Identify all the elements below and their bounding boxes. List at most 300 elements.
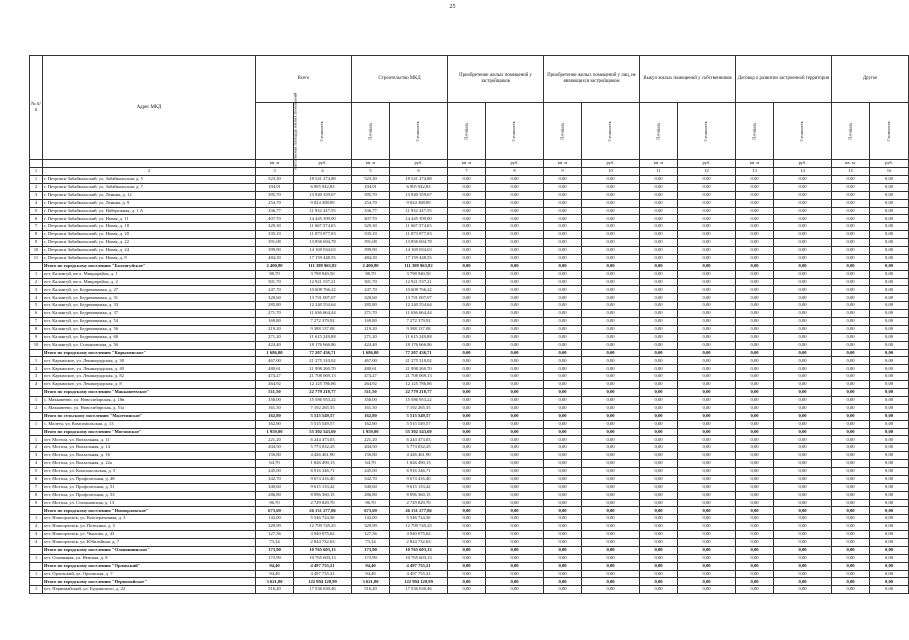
table-row: [30, 554, 909, 562]
area-total: 395,70: [256, 191, 294, 199]
row-number: 10: [30, 341, 43, 349]
zero-value: 0,00: [486, 491, 544, 499]
area-construction: 474,27: [352, 373, 390, 381]
zero-value: 0,00: [582, 207, 640, 215]
zero-value: 0,00: [486, 578, 544, 586]
row-address: Итого по городскому поселению "Кпрыменское": [43, 349, 256, 357]
zero-value: 0,00: [832, 491, 870, 499]
zero-value: 0,00: [832, 515, 870, 523]
zero-value: 0,00: [544, 586, 582, 594]
row-number: [30, 428, 43, 436]
area-construction: 350,00: [352, 396, 390, 404]
zero-value: 0,00: [832, 183, 870, 191]
zero-value: 0,00: [870, 570, 909, 578]
zero-value: 0,00: [544, 176, 582, 184]
zero-value: 0,00: [486, 404, 544, 412]
area-construction: 391,08: [352, 239, 390, 247]
zero-value: 0,00: [544, 262, 582, 270]
zero-value: 0,00: [870, 546, 909, 554]
zero-value: 0,00: [640, 444, 678, 452]
zero-value: 0,00: [774, 586, 832, 594]
cost-total: 4 497 755,21: [294, 570, 352, 578]
zero-value: 0,00: [774, 239, 832, 247]
header-sub-cell: [544, 103, 582, 160]
zero-value: 0,00: [774, 491, 832, 499]
zero-value: 0,00: [774, 467, 832, 475]
zero-value: 0,00: [640, 412, 678, 420]
area-total: 407,70: [256, 215, 294, 223]
area-construction: 169,80: [352, 318, 390, 326]
area-total: 245,00: [256, 467, 294, 475]
zero-value: 0,00: [640, 365, 678, 373]
zero-value: 0,00: [832, 262, 870, 270]
zero-value: 0,00: [832, 325, 870, 333]
header-sub-cell: [486, 103, 544, 160]
area-total: 254,70: [256, 199, 294, 207]
zero-value: 0,00: [774, 325, 832, 333]
zero-value: 0,00: [582, 381, 640, 389]
zero-value: 0,00: [486, 538, 544, 546]
zero-value: 0,00: [870, 499, 909, 507]
zero-value: 0,00: [678, 333, 736, 341]
row-number: 1: [30, 515, 43, 523]
cost-construction: 7 192 265,55: [390, 404, 448, 412]
unit-cell: руб.: [294, 160, 352, 168]
zero-value: 0,00: [774, 531, 832, 539]
zero-value: 0,00: [582, 420, 640, 428]
zero-value: 0,00: [774, 231, 832, 239]
table-row: [30, 404, 909, 412]
zero-value: 0,00: [486, 318, 544, 326]
cost-total: 12 799 745,25: [294, 523, 352, 531]
zero-value: 0,00: [448, 531, 486, 539]
area-construction: 127,36: [352, 531, 390, 539]
zero-value: 0,00: [486, 515, 544, 523]
row-number: 5: [30, 467, 43, 475]
zero-value: 0,00: [832, 404, 870, 412]
zero-value: 0,00: [832, 412, 870, 420]
zero-value: 0,00: [448, 436, 486, 444]
row-address: Итого по городскому поселению "Балеягуйское": [43, 262, 256, 270]
area-total: 474,27: [256, 373, 294, 381]
zero-value: 0,00: [736, 467, 774, 475]
table-row: [30, 538, 909, 546]
zero-value: 0,00: [486, 389, 544, 397]
zero-value: 0,00: [832, 467, 870, 475]
cost-construction: 12 921 537,21: [390, 278, 448, 286]
zero-value: 0,00: [582, 554, 640, 562]
cost-construction: 8 096 360,15: [390, 491, 448, 499]
area-total: 271,70: [256, 310, 294, 318]
zero-value: 0,00: [832, 554, 870, 562]
col-number-cell: 16: [870, 168, 909, 176]
area-construction: 64,70: [352, 460, 390, 468]
zero-value: 0,00: [448, 389, 486, 397]
area-construction: 245,00: [352, 467, 390, 475]
unit-cell: руб.: [390, 160, 448, 168]
cost-total: 17 159 448,55: [294, 254, 352, 262]
zero-value: 0,00: [582, 507, 640, 515]
area-construction: 2 400,80: [352, 262, 390, 270]
zero-value: 0,00: [678, 325, 736, 333]
zero-value: 0,00: [678, 428, 736, 436]
row-number: 3: [30, 191, 43, 199]
subtotal-row: [30, 349, 909, 357]
zero-value: 0,00: [486, 183, 544, 191]
table-row: [30, 191, 909, 199]
zero-value: 0,00: [774, 270, 832, 278]
table-row: [30, 570, 909, 578]
zero-value: 0,00: [736, 436, 774, 444]
zero-value: 0,00: [774, 499, 832, 507]
cost-total: 10 608 766,22: [294, 286, 352, 294]
cost-total: 22 779 218,77: [294, 389, 352, 397]
zero-value: 0,00: [678, 499, 736, 507]
cost-total: 6 905 942,83: [294, 183, 352, 191]
col-number-cell: 2: [43, 168, 256, 176]
cost-total: 10 765 603,13: [294, 554, 352, 562]
header-sub-label: Стоимость: [885, 120, 891, 142]
row-number: 8: [30, 491, 43, 499]
zero-value: 0,00: [832, 578, 870, 586]
zero-value: 0,00: [640, 254, 678, 262]
zero-value: 0,00: [678, 207, 736, 215]
table-row: [30, 452, 909, 460]
zero-value: 0,00: [582, 341, 640, 349]
zero-value: 0,00: [736, 318, 774, 326]
zero-value: 0,00: [544, 231, 582, 239]
area-construction: 395,70: [352, 191, 390, 199]
zero-value: 0,00: [870, 262, 909, 270]
cost-total: 5 546 724,36: [294, 515, 352, 523]
cost-construction: 17 159 448,55: [390, 254, 448, 262]
zero-value: 0,00: [640, 357, 678, 365]
zero-value: 0,00: [736, 183, 774, 191]
row-address: пгт. Калангуй, ул. Бедрениковая, д. 37: [43, 310, 256, 318]
zero-value: 0,00: [736, 176, 774, 184]
cost-total: 9 674 416,40: [294, 475, 352, 483]
zero-value: 0,00: [544, 365, 582, 373]
area-construction: 156,80: [352, 452, 390, 460]
area-construction: 88,70: [352, 270, 390, 278]
area-construction: 523,30: [352, 176, 390, 184]
zero-value: 0,00: [774, 254, 832, 262]
row-number: 2: [30, 523, 43, 531]
zero-value: 0,00: [678, 444, 736, 452]
zero-value: 0,00: [448, 270, 486, 278]
zero-value: 0,00: [678, 531, 736, 539]
zero-value: 0,00: [678, 199, 736, 207]
zero-value: 0,00: [832, 302, 870, 310]
area-construction: 286,80: [352, 491, 390, 499]
zero-value: 0,00: [640, 586, 678, 594]
subtotal-row: [30, 389, 909, 397]
zero-value: 0,00: [448, 294, 486, 302]
zero-value: 0,00: [582, 215, 640, 223]
zero-value: 0,00: [640, 515, 678, 523]
row-address: Итого по городскому поселению "Могзонское": [43, 428, 256, 436]
zero-value: 0,00: [486, 499, 544, 507]
zero-value: 0,00: [486, 278, 544, 286]
zero-value: 0,00: [582, 231, 640, 239]
header-sub-label: Стоимость: [319, 120, 325, 142]
zero-value: 0,00: [870, 239, 909, 247]
zero-value: 0,00: [736, 357, 774, 365]
zero-value: 0,00: [774, 404, 832, 412]
zero-value: 0,00: [544, 270, 582, 278]
table-row: [30, 183, 909, 191]
table-row: [30, 420, 909, 428]
zero-value: 0,00: [448, 523, 486, 531]
zero-value: 0,00: [582, 531, 640, 539]
col-number-cell: 8: [486, 168, 544, 176]
cost-total: 77 207 436,71: [294, 349, 352, 357]
zero-value: 0,00: [544, 483, 582, 491]
zero-value: 0,00: [582, 428, 640, 436]
zero-value: 0,00: [544, 523, 582, 531]
zero-value: 0,00: [486, 460, 544, 468]
zero-value: 0,00: [678, 420, 736, 428]
unit-cell: кв. м: [736, 160, 774, 168]
cost-total: 4 426 461,90: [294, 452, 352, 460]
table-row: [30, 302, 909, 310]
col-number-cell: 5: [352, 168, 390, 176]
zero-value: 0,00: [582, 483, 640, 491]
zero-value: 0,00: [582, 262, 640, 270]
row-address: г. Петровск-Забайкальский, ул. Новая, д. 11: [43, 215, 256, 223]
zero-value: 0,00: [736, 341, 774, 349]
zero-value: 0,00: [678, 523, 736, 531]
zero-value: 0,00: [736, 333, 774, 341]
zero-value: 0,00: [678, 562, 736, 570]
row-address: пгт. Калангуй, ул. Стахановская, д. 56: [43, 341, 256, 349]
zero-value: 0,00: [448, 554, 486, 562]
zero-value: 0,00: [774, 546, 832, 554]
zero-value: 0,00: [870, 247, 909, 255]
area-total: 204,50: [256, 444, 294, 452]
row-number: 8: [30, 231, 43, 239]
zero-value: 0,00: [544, 199, 582, 207]
zero-value: 0,00: [736, 499, 774, 507]
row-address: пгт. Карымское, ул. Ленинградская, д. 38: [43, 357, 256, 365]
zero-value: 0,00: [774, 420, 832, 428]
cost-total: 11 873 077,03: [294, 231, 352, 239]
area-total: 88,70: [256, 270, 294, 278]
header-group-developers: Приобретение жилых помещений у застройщиков: [448, 56, 544, 103]
zero-value: 0,00: [486, 381, 544, 389]
zero-value: 0,00: [486, 341, 544, 349]
area-total: 169,80: [256, 318, 294, 326]
row-address: пгт. Калангуй, кв-л. Микрорайон, д. 2: [43, 278, 256, 286]
table-row: [30, 373, 909, 381]
zero-value: 0,00: [774, 365, 832, 373]
zero-value: 0,00: [486, 286, 544, 294]
area-construction: 336,77: [352, 207, 390, 215]
zero-value: 0,00: [544, 325, 582, 333]
zero-value: 0,00: [736, 310, 774, 318]
zero-value: 0,00: [486, 531, 544, 539]
zero-value: 0,00: [544, 499, 582, 507]
cost-total: 7 272 379,92: [294, 318, 352, 326]
zero-value: 0,00: [832, 436, 870, 444]
zero-value: 0,00: [448, 491, 486, 499]
cost-construction: 77 207 436,71: [390, 349, 448, 357]
cost-construction: 17 536 630,46: [390, 586, 448, 594]
zero-value: 0,00: [832, 357, 870, 365]
row-address: пгт. Калангуй, ул. Бедрениковая, д. 27: [43, 286, 256, 294]
row-address: пгт. Могзон, ул. Вокзальная, д. 14: [43, 444, 256, 452]
zero-value: 0,00: [448, 562, 486, 570]
zero-value: 0,00: [832, 396, 870, 404]
zero-value: 0,00: [544, 404, 582, 412]
header-sub-cell: [390, 103, 448, 160]
table-row: [30, 207, 909, 215]
zero-value: 0,00: [448, 310, 486, 318]
cost-total: 14 169 034,63: [294, 247, 352, 255]
zero-value: 0,00: [870, 389, 909, 397]
zero-value: 0,00: [678, 191, 736, 199]
row-address: г. Петровск-Забайкальский, ул. Новая, д. 20: [43, 231, 256, 239]
table-row: [30, 247, 909, 255]
row-address: г. Петровск-Забайкальский, ул. Новая, д. 18: [43, 223, 256, 231]
zero-value: 0,00: [736, 483, 774, 491]
zero-value: 0,00: [736, 278, 774, 286]
cost-construction: 1 826 490,13: [390, 460, 448, 468]
header-sub-cell: [582, 103, 640, 160]
row-address: Итого по сельскому поселению "Малетинское": [43, 412, 256, 420]
area-construction: 1 959,00: [352, 428, 390, 436]
cost-construction: 12 240 554,64: [390, 302, 448, 310]
zero-value: 0,00: [774, 176, 832, 184]
col-number-cell: 7: [448, 168, 486, 176]
zero-value: 0,00: [870, 538, 909, 546]
cost-construction: 9 674 416,40: [390, 475, 448, 483]
header-group-construction: Строительство МКД: [352, 56, 448, 103]
zero-value: 0,00: [486, 191, 544, 199]
area-construction: 329,30: [352, 223, 390, 231]
zero-value: 0,00: [736, 231, 774, 239]
area-construction: 221,20: [352, 436, 390, 444]
zero-value: 0,00: [640, 302, 678, 310]
zero-value: 0,00: [678, 183, 736, 191]
table-row: [30, 254, 909, 262]
cost-total: 13 856 694,78: [294, 239, 352, 247]
zero-value: 0,00: [774, 475, 832, 483]
header-sub-cell: [870, 103, 909, 160]
area-total: 127,36: [256, 531, 294, 539]
row-number: 4: [30, 199, 43, 207]
zero-value: 0,00: [774, 460, 832, 468]
zero-value: 0,00: [870, 215, 909, 223]
table-row: [30, 223, 909, 231]
zero-value: 0,00: [774, 389, 832, 397]
zero-value: 0,00: [870, 475, 909, 483]
zero-value: 0,00: [736, 365, 774, 373]
zero-value: 0,00: [870, 254, 909, 262]
row-number: [30, 546, 43, 554]
zero-value: 0,00: [486, 199, 544, 207]
table-row: [30, 215, 909, 223]
area-total: 335,10: [256, 231, 294, 239]
unit-cell-empty: [30, 160, 43, 168]
zero-value: 0,00: [544, 381, 582, 389]
header-sub-cell: [736, 103, 774, 160]
area-construction: 3 621,80: [352, 578, 390, 586]
header-sub-label: Площадь: [751, 122, 757, 140]
area-total: 484,30: [256, 254, 294, 262]
area-construction: 1 686,80: [352, 349, 390, 357]
zero-value: 0,00: [640, 554, 678, 562]
row-number: 1: [30, 436, 43, 444]
row-number: 2: [30, 365, 43, 373]
unit-cell: руб.: [678, 160, 736, 168]
unit-cell: кв. м: [256, 160, 294, 168]
zero-value: 0,00: [448, 570, 486, 578]
zero-value: 0,00: [448, 507, 486, 515]
header-sub-label: Стоимость: [511, 120, 517, 142]
zero-value: 0,00: [544, 183, 582, 191]
table-row: [30, 467, 909, 475]
table-row: [30, 278, 909, 286]
area-total: 264,92: [256, 381, 294, 389]
zero-value: 0,00: [544, 531, 582, 539]
row-number: 6: [30, 475, 43, 483]
unit-cell: кв. м.: [832, 160, 870, 168]
row-address: с. Малета, ул. Комсомольская, д. 13: [43, 420, 256, 428]
zero-value: 0,00: [736, 460, 774, 468]
row-number: 1: [30, 176, 43, 184]
zero-value: 0,00: [582, 223, 640, 231]
area-construction: 271,20: [352, 333, 390, 341]
zero-value: 0,00: [544, 389, 582, 397]
cost-construction: 111 389 963,82: [390, 262, 448, 270]
zero-value: 0,00: [678, 570, 736, 578]
col-number-cell: 3: [256, 168, 294, 176]
zero-value: 0,00: [486, 546, 544, 554]
subtotal-row: [30, 428, 909, 436]
zero-value: 0,00: [832, 176, 870, 184]
zero-value: 0,00: [448, 191, 486, 199]
cost-construction: 13 731 007,07: [390, 294, 448, 302]
zero-value: 0,00: [640, 483, 678, 491]
zero-value: 0,00: [640, 349, 678, 357]
zero-value: 0,00: [832, 475, 870, 483]
zero-value: 0,00: [678, 302, 736, 310]
row-address: пгт. Калангуй, ул. Бедрениковая, д. 54: [43, 318, 256, 326]
table-row: [30, 499, 909, 507]
area-construction: 162,80: [352, 420, 390, 428]
header-sub-cell: [678, 103, 736, 160]
table-row: [30, 199, 909, 207]
row-number: 1: [30, 554, 43, 562]
zero-value: 0,00: [678, 578, 736, 586]
row-address: г. Петровск-Забайкальский, ул. Новая, д. 8: [43, 254, 256, 262]
cost-construction: 5 546 724,36: [390, 515, 448, 523]
zero-value: 0,00: [736, 389, 774, 397]
zero-value: 0,00: [774, 302, 832, 310]
zero-value: 0,00: [870, 507, 909, 515]
area-construction: 340,60: [352, 483, 390, 491]
row-number: [30, 562, 43, 570]
zero-value: 0,00: [832, 460, 870, 468]
zero-value: 0,00: [736, 444, 774, 452]
table-row: [30, 381, 909, 389]
zero-value: 0,00: [544, 191, 582, 199]
area-total: 161,50: [256, 404, 294, 412]
zero-value: 0,00: [678, 373, 736, 381]
zero-value: 0,00: [640, 436, 678, 444]
area-construction: 301,70: [352, 278, 390, 286]
